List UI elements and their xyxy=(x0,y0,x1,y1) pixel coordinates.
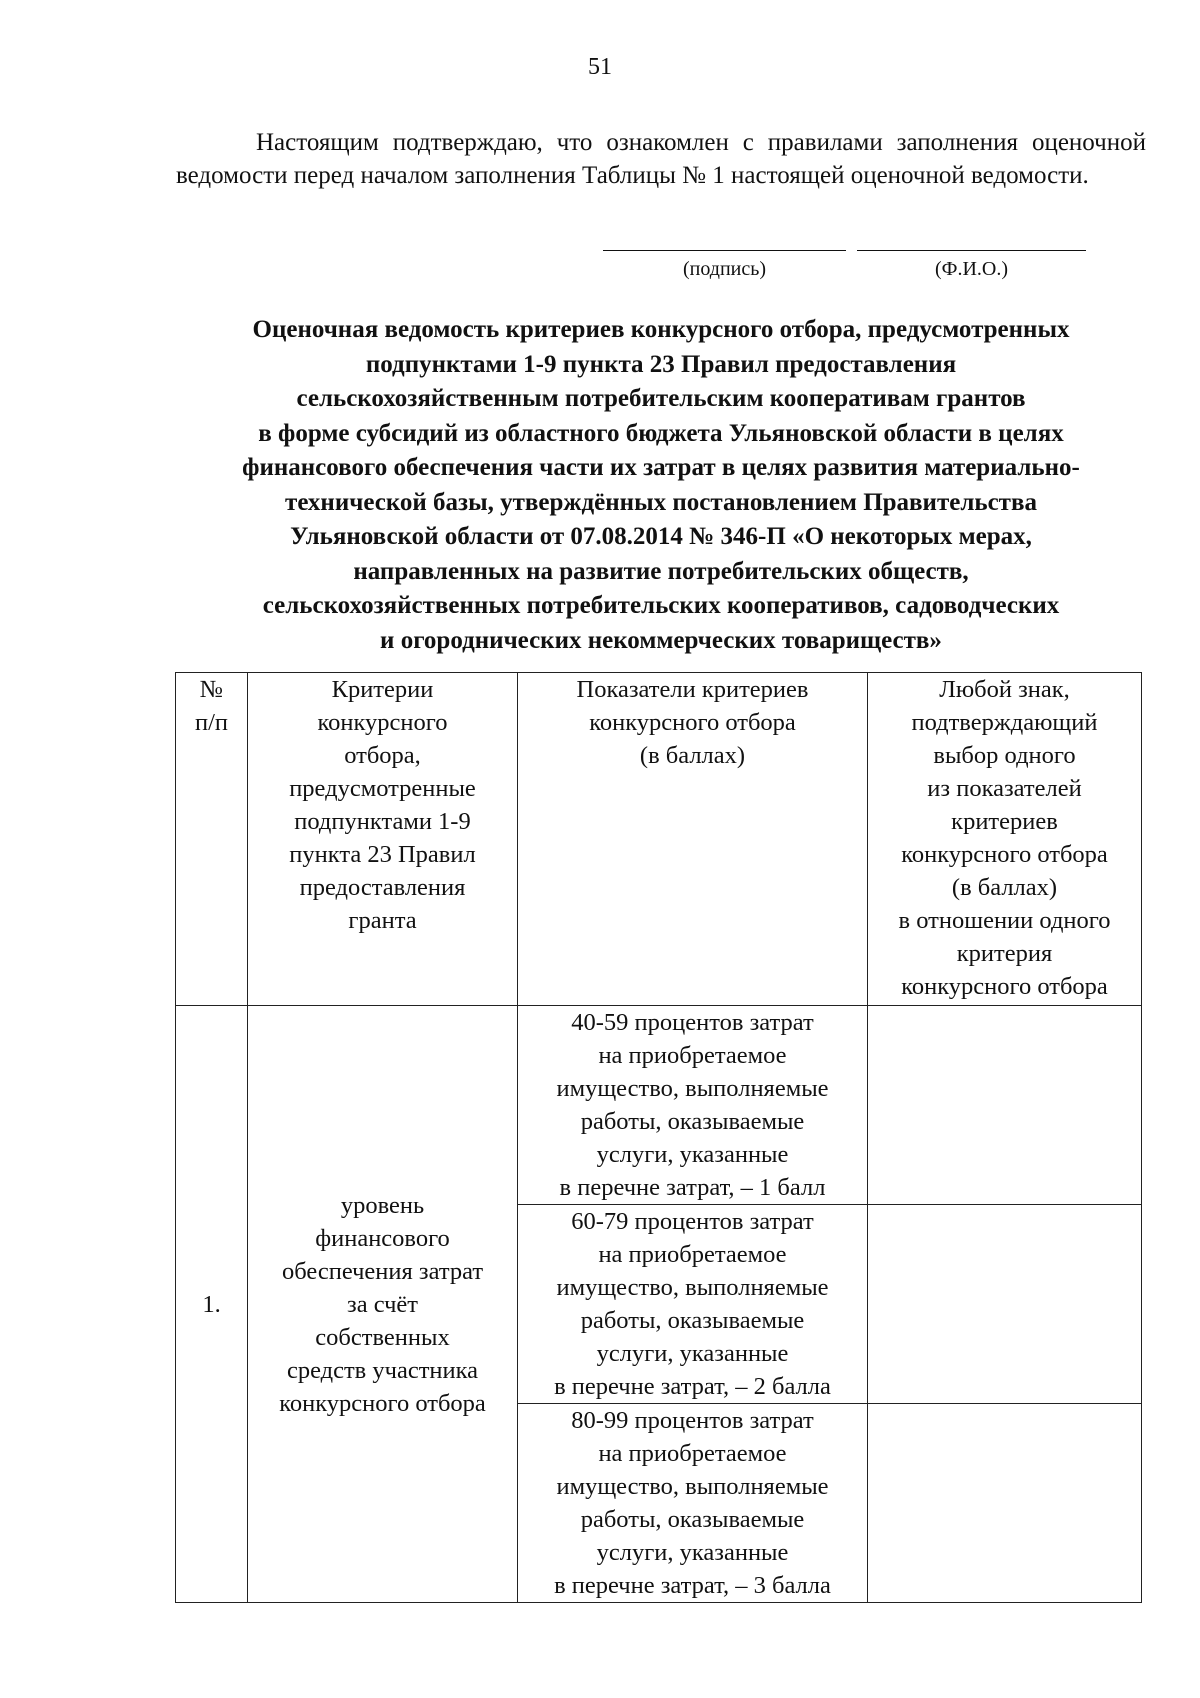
signature-caption: (подпись) xyxy=(682,258,767,280)
criteria-table xyxy=(175,672,1142,1603)
header-number: № п/п xyxy=(176,673,248,1006)
table-row xyxy=(176,1006,1142,1205)
mark-cell[interactable] xyxy=(868,1006,1142,1205)
mark-cell[interactable] xyxy=(868,1404,1142,1603)
header-indicators: Показатели критериев конкурсного отбора (в баллах) xyxy=(518,673,868,1006)
signature-line[interactable] xyxy=(603,250,846,251)
indicator-cell: 60-79 процентов затрат на приобретаемое имущество, выполняемые работы, оказываемые услуги, указанные в перечне затрат, – 2 балла xyxy=(518,1205,868,1404)
indicator-cell: 80-99 процентов затрат на приобретаемое имущество, выполняемые работы, оказываемые услуги, указанные в перечне затрат, – 3 балла xyxy=(518,1404,868,1603)
header-criteria: Критерии конкурсного отбора, предусмотренные подпунктами 1-9 пункта 23 Правил предоставления гранта xyxy=(248,673,518,1006)
row-number: 1. xyxy=(176,1006,248,1603)
indicator-cell: 40-59 процентов затрат на приобретаемое имущество, выполняемые работы, оказываемые услуги, указанные в перечне затрат, – 1 балл xyxy=(518,1006,868,1205)
full-name-line[interactable] xyxy=(857,250,1086,251)
document-title: Оценочная ведомость критериев конкурсного отбора, предусмотренных подпунктами 1-9 пункта 23 Правил предоставления сельскохозяйственным потребительским кооперативам грантов в форме субсидий из областного бюджета Ульяновской области в целях финансового обеспечения части их затрат в целях развития материально- технической базы, утверждённых постановлением Правительства Ульяновской области от 07.08.2014 № 346-П «О некоторых мерах, направленных на развитие потребительских обществ, сельскохозяйственных потребительских кооперативов, садоводческих и огороднических некоммерческих товариществ» xyxy=(242,316,1080,654)
criterion-cell: уровень финансового обеспечения затрат за счёт собственных средств участника конкурсного отбора xyxy=(248,1006,518,1603)
page-number: 51 xyxy=(588,54,612,80)
full-name-caption: (Ф.И.О.) xyxy=(934,258,1008,280)
mark-cell[interactable] xyxy=(868,1205,1142,1404)
header-mark: Любой знак, подтверждающий выбор одного из показателей критериев конкурсного отбора (в баллах) в отношении одного критерия конкурсного отбора xyxy=(868,673,1142,1006)
table-header-row xyxy=(176,673,1142,1006)
intro-paragraph: Настоящим подтверждаю, что ознакомлен с правилами заполнения оценочной ведомости перед началом заполнения Таблицы № 1 настоящей оценочной ведомости. xyxy=(176,129,1146,189)
